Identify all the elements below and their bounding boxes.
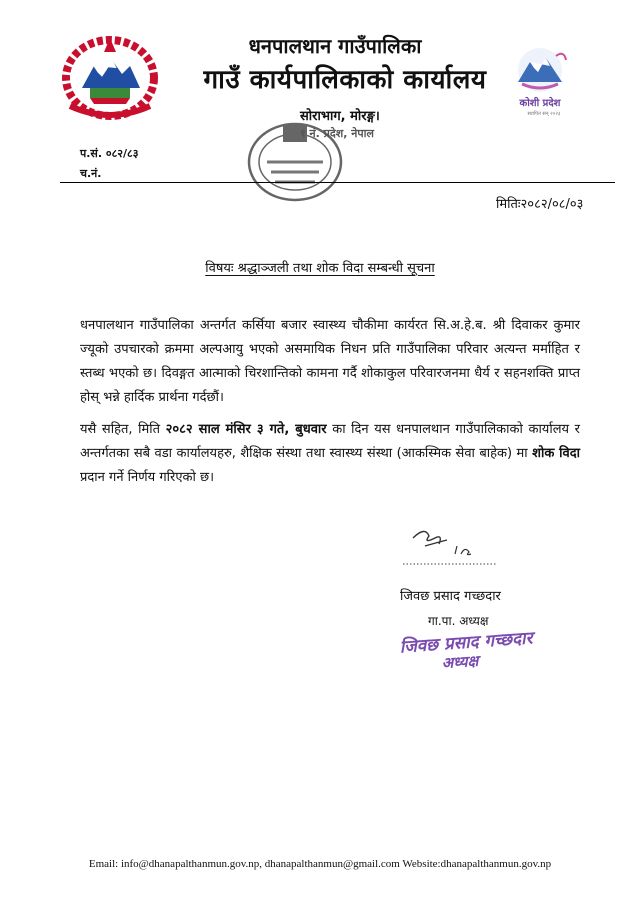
koshi-pradesh-logo [500,44,580,118]
subject-line: विषयः श्रद्धाञ्जली तथा शोक विदा सम्बन्धी सूचना [205,261,435,276]
municipality-title: धनपालथान गाउँपालिका [248,34,422,58]
nepal-emblem-logo [60,32,160,120]
footer-contact: Email: info@dhanapalthanmun.gov.np, dhanapalthanmun@gmail.com Website:dhanapalthanmun.gov.np [88,858,552,870]
signer-name: जिवछ प्रसाद गच्छदार [400,589,501,604]
signature-stamp-title: अध्यक्ष [441,651,479,673]
header-divider [60,182,615,183]
address-line-1: सोराभाग, मोरङ्ग। [300,109,380,124]
handwritten-signature [395,524,505,572]
body-paragraph-1: धनपालथान गाउँपालिका अन्तर्गत कर्सिया बजार स्वास्थ्य चौकीमा कार्यरत सि.अ.हे.ब. श्री दिवाकर कुमार ज्यूको उपचारको क्रममा अल्पआयु भएको असमायिक निधन प्रति गाउँपालिका परिवार अत्यन्त मर्माहित र स्तब्ध भएको छ। दिवङ्गत आत्माको चिरशान्तिको कामना गर्दै शोकाकुल परिवारजनमा धैर्य र सहनशक्ति प्राप्त होस् भन्ने हार्दिक प्रार्थना गर्दछौं। [80,318,580,405]
letter-date: मितिः२०८२/०८/०३ [496,197,584,212]
dispatch-number: च.नं. [80,167,102,180]
leave-date: २०८२ साल मंसिर ३ गते, बुधवार [165,422,327,437]
para2-text-1: यसै सहित, मिति [80,422,166,437]
office-title: गाउँ कार्यपालिकाको कार्यालय [203,65,487,95]
body-paragraph-2 [80,418,580,490]
mourning-leave: शोक विदा [532,446,580,461]
reference-number: प.सं. ०८२/८३ [80,147,139,160]
para2-text-3: प्रदान गर्ने निर्णय गरिएको छ। [80,470,215,485]
address-line-2: १ नं. प्रदेश, नेपाल [300,127,374,140]
signature-stamp-name: जिवछ प्रसाद गच्छदार [399,628,534,658]
right-logo-text: कोशी प्रदेश [519,98,561,109]
signer-title: गा.पा. अध्यक्ष [428,614,489,628]
right-logo-subtext: स्थापित सन् २०२३ [527,111,561,117]
para2-text-2: का दिन यस धनपालथान गाउँपालिकाको कार्यालय र अन्तर्गतका सबै वडा कार्यालयहरु, शैक्षिक संस्था तथा स्वास्थ्य संस्था (आकस्मिक सेवा बाहेक) मा [80,422,580,461]
